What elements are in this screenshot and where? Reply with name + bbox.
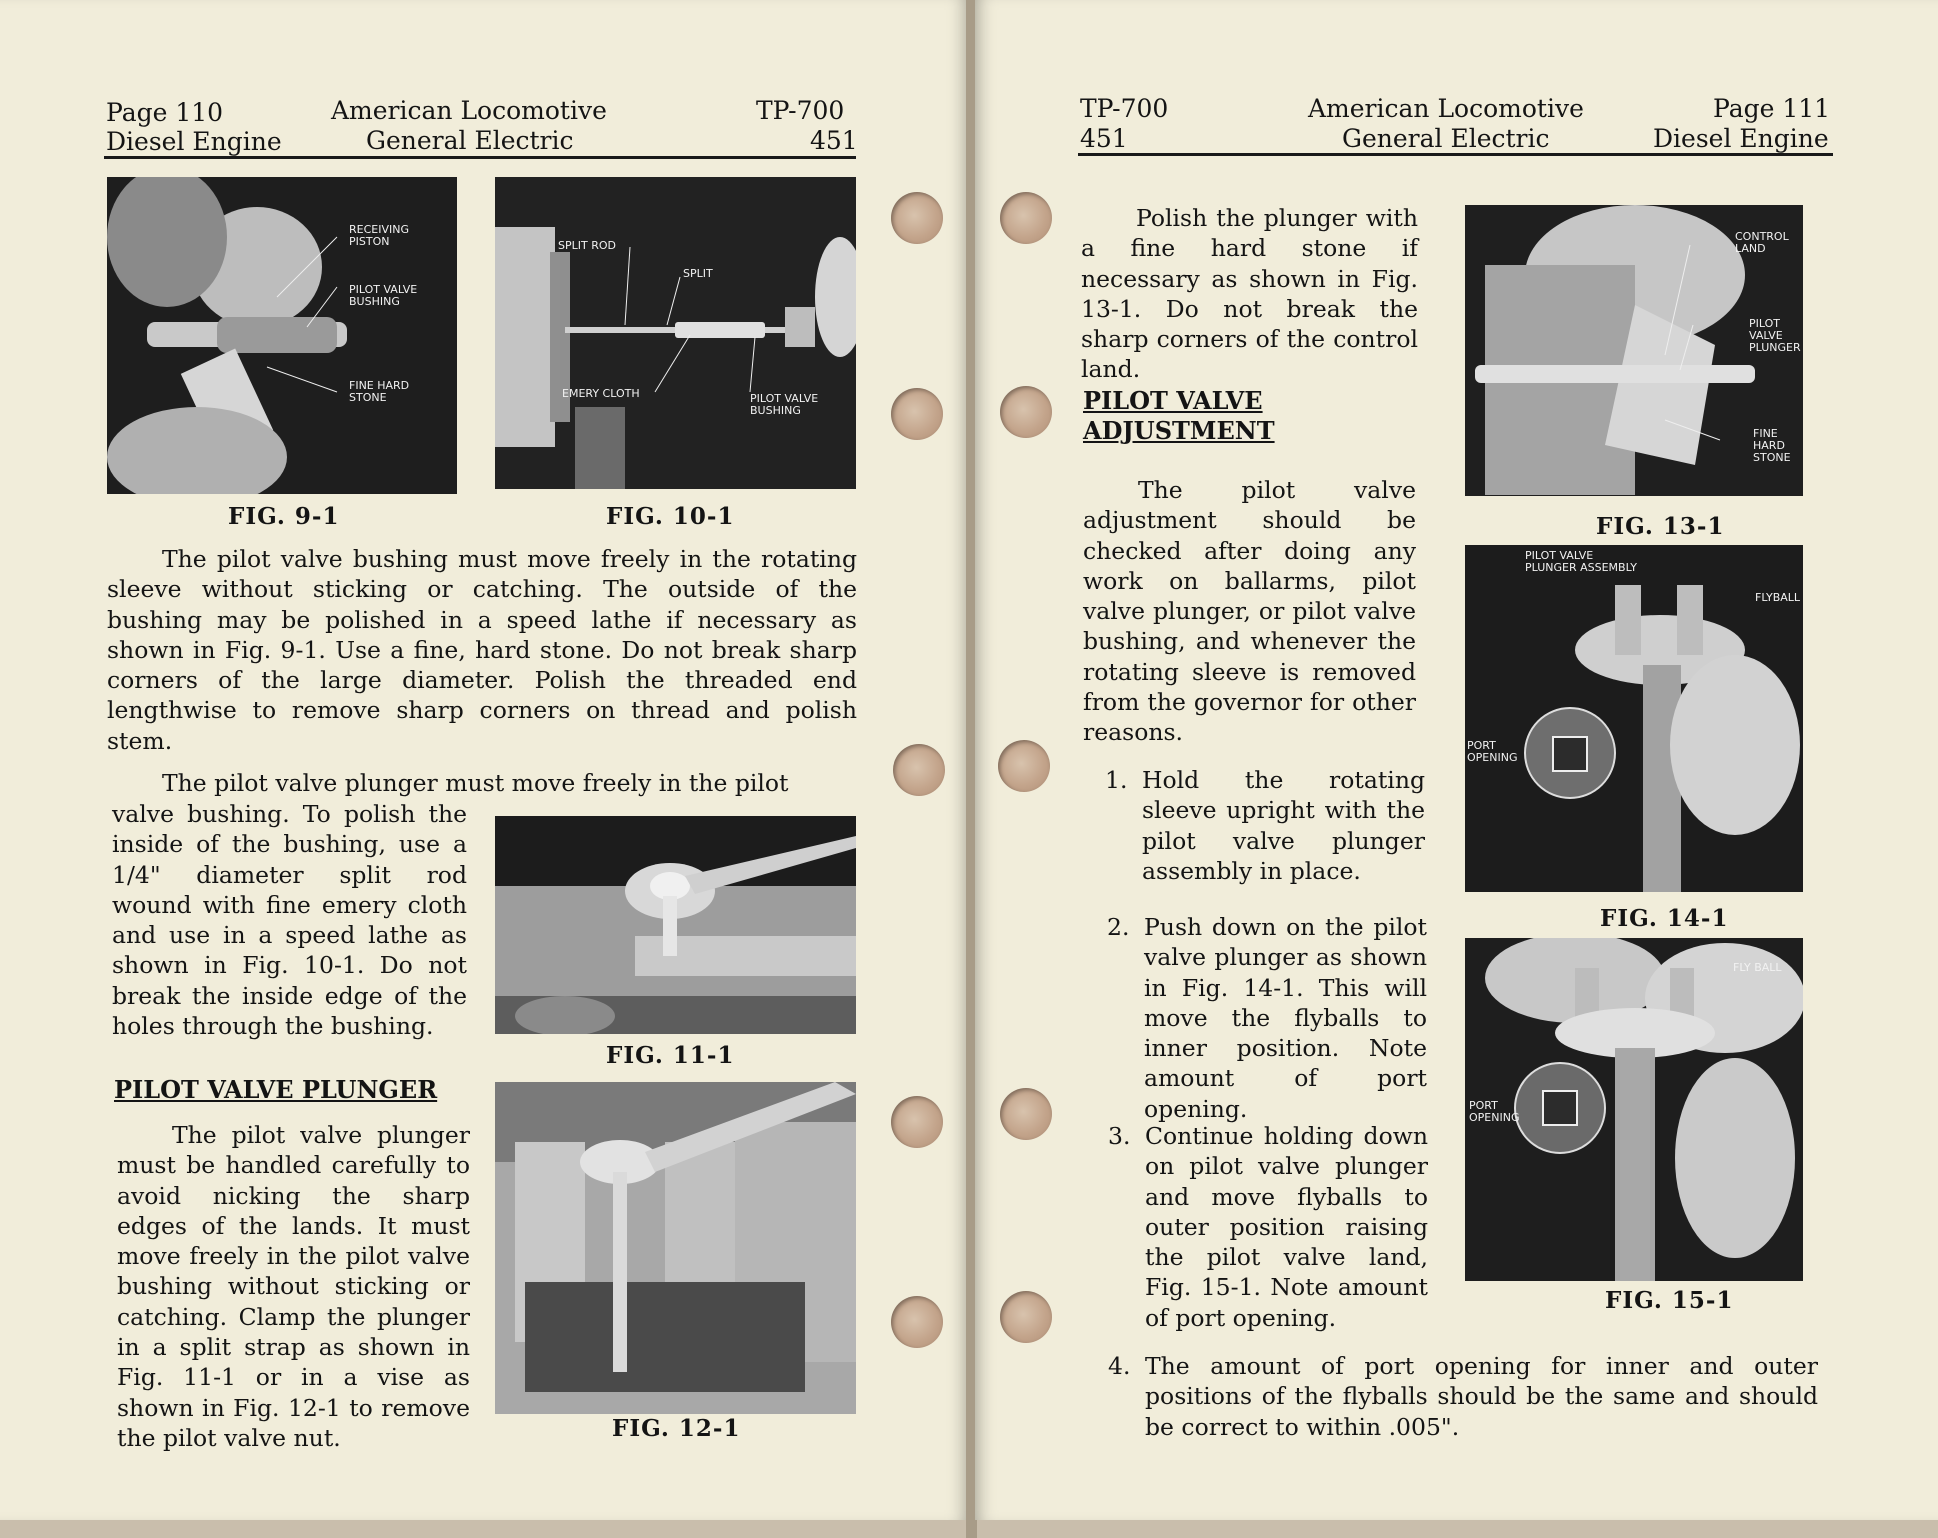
figure-13-1	[1465, 205, 1803, 496]
page-number-right: Page 111	[1713, 94, 1831, 123]
doc-number-left: 451	[810, 126, 858, 155]
caption-fig-11-1: FIG. 11-1	[606, 1042, 735, 1069]
binder-hole	[893, 744, 945, 796]
step-3-number: 3.	[1108, 1122, 1131, 1150]
tp-number-left: TP-700	[756, 96, 845, 125]
fig13-label-fine-hard-stone: FINE HARD STONE	[1753, 427, 1791, 464]
caption-fig-10-1: FIG. 10-1	[606, 503, 735, 530]
fig9-label-fine-hard-stone: FINE HARD STONE	[349, 379, 410, 404]
heading-pilot-valve-plunger: PILOT VALVE PLUNGER	[114, 1075, 438, 1104]
fig10-label-pilot-valve-bushing: PILOT VALVE BUSHING	[750, 392, 819, 417]
step-1-text: Hold the rotating sleeve upright with the pilot valve plunger assembly in place.	[1142, 766, 1425, 885]
binder-hole	[1000, 386, 1052, 438]
maker-line1-right: American Locomotive	[1308, 94, 1584, 123]
binder-hole	[891, 388, 943, 440]
step-3	[1108, 1121, 1428, 1341]
figure-12-1	[495, 1082, 856, 1414]
binder-hole	[1000, 1291, 1052, 1343]
right-page	[975, 0, 1938, 1520]
paragraph-bushing-polish: The pilot valve bushing must move freely in the rotating sleeve without sticking or catching. The outside of the bushing may be polished in a speed lathe if necessary as shown in Fig. 9-1. Use a fine, hard stone. Do not break sharp corners of the large diameter. Polish the threaded end lengthwise to remove sharp corners on thread and polish stem.	[107, 545, 857, 755]
fig-14-1-photo	[1465, 545, 1803, 892]
left-page	[0, 0, 968, 1520]
binder-hole	[998, 740, 1050, 792]
step-3-text: Continue holding down on pilot valve plunger and move flyballs to outer position raising the pilot valve land, Fig. 15-1. Note amount of port opening.	[1145, 1122, 1428, 1332]
paragraph-adjustment-check: The pilot valve adjustment should be checked after doing any work on ballarms, pilot valve plunger, or pilot valve bushing, and whenever the rotating sleeve is removed from the governor for other reasons.	[1083, 476, 1416, 747]
figure-10-1	[495, 177, 856, 489]
paragraph-plunger-polish: valve bushing. To polish the inside of the bushing, use a 1/4" diameter split rod wound with fine emery cloth and use in a speed lathe as shown in Fig. 10-1. Do not break the inside edge of the holes through the bushing.	[112, 800, 467, 1041]
engine-title-right: Diesel Engine	[1653, 124, 1829, 153]
step-1-number: 1.	[1105, 766, 1128, 794]
step-4-number: 4.	[1108, 1352, 1131, 1380]
heading-pilot-valve: PILOT VALVE	[1083, 386, 1263, 415]
header-rule-left	[104, 156, 856, 159]
fig9-label-pilot-valve-bushing: PILOT VALVE BUSHING	[349, 283, 418, 308]
step-2-text: Push down on the pilot valve plunger as shown in Fig. 14-1. This will move the flyballs to inner position. Note amount of port opening.	[1144, 913, 1427, 1123]
figure-11-1	[495, 816, 856, 1034]
fig-11-1-photo	[495, 816, 856, 1034]
maker-line2-right: General Electric	[1342, 124, 1550, 153]
caption-fig-12-1: FIG. 12-1	[612, 1415, 741, 1442]
binder-hole	[891, 192, 943, 244]
paragraph-plunger-lead: The pilot valve plunger must move freely in the pilot	[162, 769, 789, 797]
fig13-label-control-land: CONTROL LAND	[1735, 230, 1789, 255]
fig14-label-port-opening: PORT OPENING	[1467, 739, 1518, 764]
fig-10-1-photo	[495, 177, 856, 489]
fig9-label-receiving-piston: RECEIVING PISTON	[349, 223, 409, 248]
step-4-text: The amount of port opening for inner and outer positions of the flyballs should be the same and should be correct to within .005".	[1145, 1352, 1818, 1441]
figure-9-1	[107, 177, 457, 494]
fig14-label-flyball: FLYBALL	[1755, 591, 1801, 604]
maker-line2-left: General Electric	[366, 126, 574, 155]
binder-hole	[1000, 1088, 1052, 1140]
caption-fig-13-1: FIG. 13-1	[1596, 513, 1725, 540]
figure-14-1	[1465, 545, 1803, 892]
fig15-label-port-opening: PORT OPENING	[1469, 1099, 1520, 1124]
header-rule-right	[1078, 153, 1833, 156]
maker-line1-left: American Locomotive	[331, 96, 607, 125]
step-1	[1105, 765, 1425, 885]
step-2	[1107, 912, 1427, 1123]
heading-adjustment: ADJUSTMENT	[1083, 416, 1275, 445]
fig10-label-emery-cloth: EMERY CLOTH	[562, 387, 640, 400]
step-2-number: 2.	[1107, 913, 1130, 941]
doc-number-right: 451	[1080, 124, 1128, 153]
figure-15-1	[1465, 938, 1803, 1281]
binder-hole	[891, 1096, 943, 1148]
tp-number-right: TP-700	[1080, 94, 1169, 123]
fig10-label-split: SPLIT	[683, 267, 713, 280]
caption-fig-15-1: FIG. 15-1	[1605, 1287, 1734, 1314]
caption-fig-9-1: FIG. 9-1	[228, 503, 340, 530]
paragraph-plunger-handling: The pilot valve plunger must be handled carefully to avoid nicking the sharp edges of the lands. It must move freely in the pilot valve bushing without sticking or catching. Clamp the plunger in a split strap as shown in Fig. 11-1 or in a vise as shown in Fig. 12-1 to remove the pilot valve nut.	[117, 1121, 470, 1452]
fig-12-1-photo	[495, 1082, 856, 1414]
engine-title-left: Diesel Engine	[106, 127, 282, 156]
binder-hole	[1000, 192, 1052, 244]
binder-hole	[891, 1296, 943, 1348]
fig15-label-fly-ball: FLY BALL	[1733, 961, 1782, 974]
caption-fig-14-1: FIG. 14-1	[1600, 905, 1729, 932]
fig14-label-pilot-valve-plunger-assembly: PILOT VALVE PLUNGER ASSEMBLY	[1525, 549, 1637, 574]
fig13-label-pilot-valve-plunger: PILOT VALVE PLUNGER	[1749, 317, 1801, 354]
paragraph-polish-plunger: Polish the plunger with a fine hard stone if necessary as shown in Fig. 13-1. Do not break the sharp corners of the control land.	[1081, 204, 1418, 384]
page-number-left: Page 110	[106, 98, 224, 127]
fig10-label-split-rod: SPLIT ROD	[558, 239, 616, 252]
step-4	[1108, 1351, 1818, 1451]
